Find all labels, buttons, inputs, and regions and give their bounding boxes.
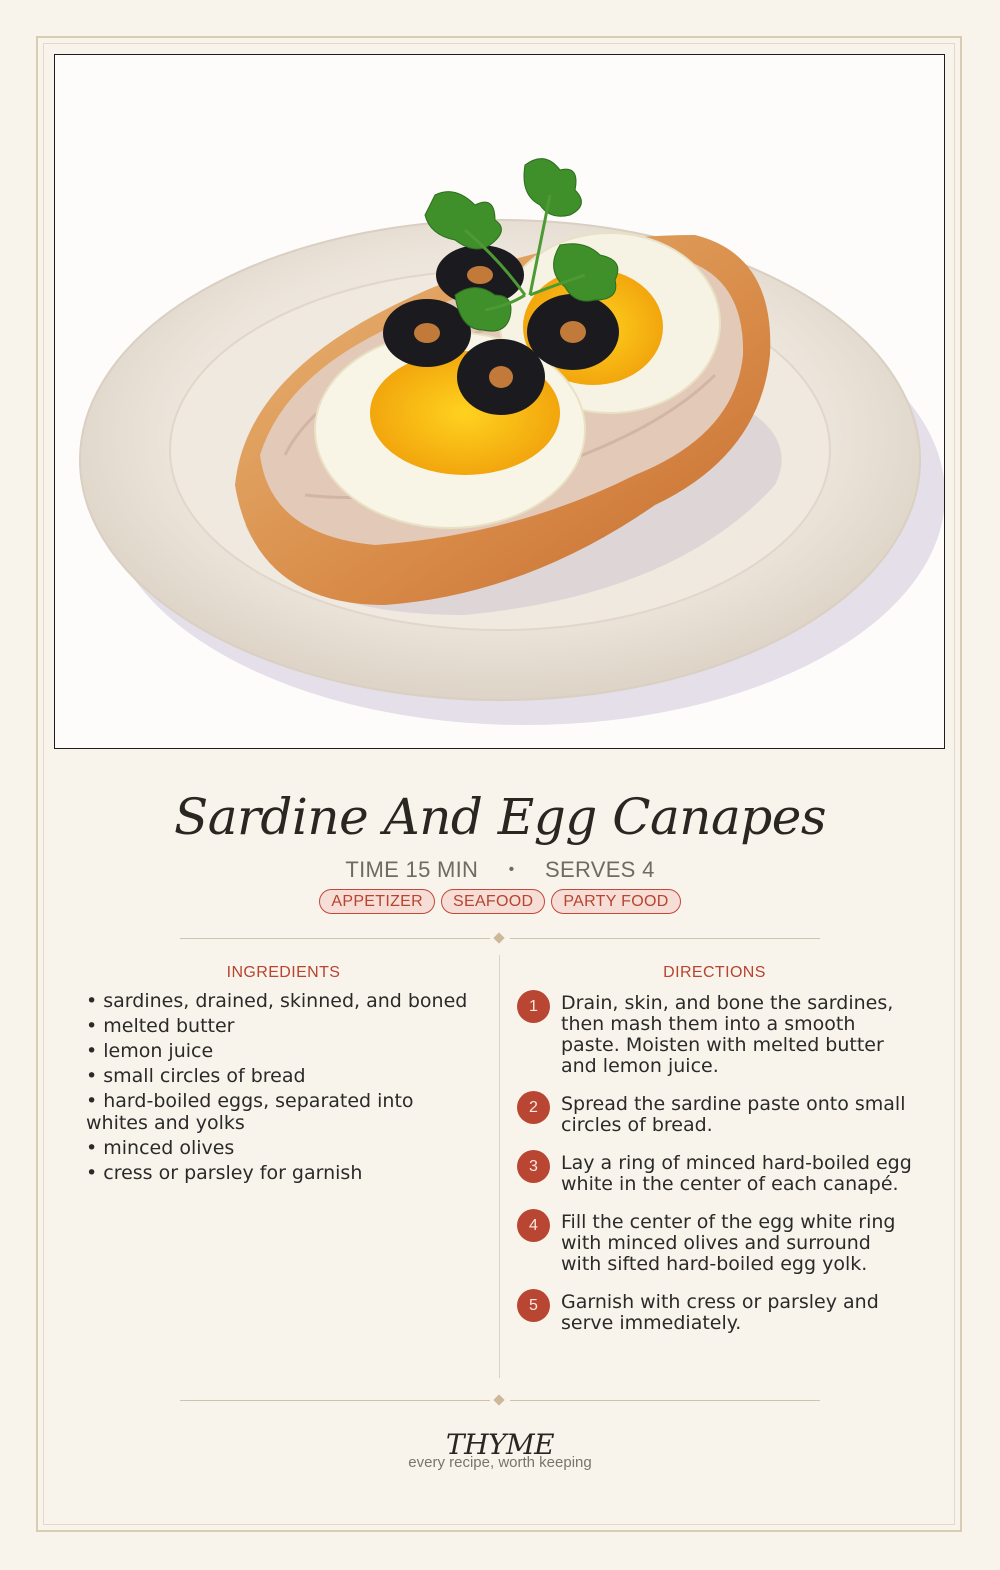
diamond-ornament-icon: [493, 932, 504, 943]
ingredient-item: • cress or parsley for garnish: [86, 1162, 476, 1184]
direction-step: [517, 1091, 917, 1136]
step-number-badge: 2: [517, 1091, 550, 1124]
top-divider: [180, 933, 820, 945]
step-text: Lay a ring of minced hard-boiled egg white in the center of each canapé.: [561, 1152, 912, 1195]
directions-heading: DIRECTIONS: [663, 964, 766, 981]
column-divider: [499, 955, 500, 1378]
serves-label: SERVES 4: [545, 857, 655, 882]
directions-list: [517, 990, 917, 1348]
time-label: TIME 15 MIN: [345, 857, 479, 882]
ingredient-item: • hard-boiled eggs, separated into whites and yolks: [86, 1090, 476, 1134]
tag-seafood[interactable]: SEAFOOD: [441, 889, 545, 914]
step-number-badge: 3: [517, 1150, 550, 1183]
step-text: Fill the center of the egg white ring with minced olives and surround with sifted hard-boiled egg yolk.: [561, 1211, 896, 1275]
brand-tagline: every recipe, worth keeping: [408, 1454, 592, 1471]
step-number-badge: 5: [517, 1289, 550, 1322]
step-text: Spread the sardine paste onto small circles of bread.: [561, 1093, 906, 1136]
step-number-badge: 1: [517, 990, 550, 1023]
ingredient-item: • minced olives: [86, 1137, 476, 1159]
ingredient-item: • lemon juice: [86, 1040, 476, 1062]
step-number-badge: 4: [517, 1209, 550, 1242]
ingredient-item: • small circles of bread: [86, 1065, 476, 1087]
ingredients-list: [86, 990, 476, 1187]
direction-step: [517, 990, 917, 1077]
recipe-photo: [54, 54, 945, 749]
step-text: Drain, skin, and bone the sardines, then mash them into a smooth paste. Moisten with melted butter and lemon juice.: [561, 992, 894, 1077]
ingredients-heading: INGREDIENTS: [226, 964, 341, 981]
tag-appetizer[interactable]: APPETIZER: [319, 889, 435, 914]
direction-step: [517, 1209, 917, 1275]
ingredient-item: • melted butter: [86, 1015, 476, 1037]
ingredient-item: • sardines, drained, skinned, and boned: [86, 990, 476, 1012]
direction-step: [517, 1150, 917, 1195]
tag-list: [0, 889, 1000, 914]
meta-separator: •: [508, 861, 515, 878]
tag-party-food[interactable]: PARTY FOOD: [551, 889, 680, 914]
recipe-title: Sardine And Egg Canapes: [173, 788, 827, 846]
diamond-ornament-icon: [493, 1394, 504, 1405]
direction-step: [517, 1289, 917, 1334]
brand-logo: THYME: [445, 1428, 555, 1461]
bottom-divider: [180, 1395, 820, 1407]
step-text: Garnish with cress or parsley and serve immediately.: [561, 1291, 879, 1334]
recipe-meta: [0, 857, 1000, 883]
